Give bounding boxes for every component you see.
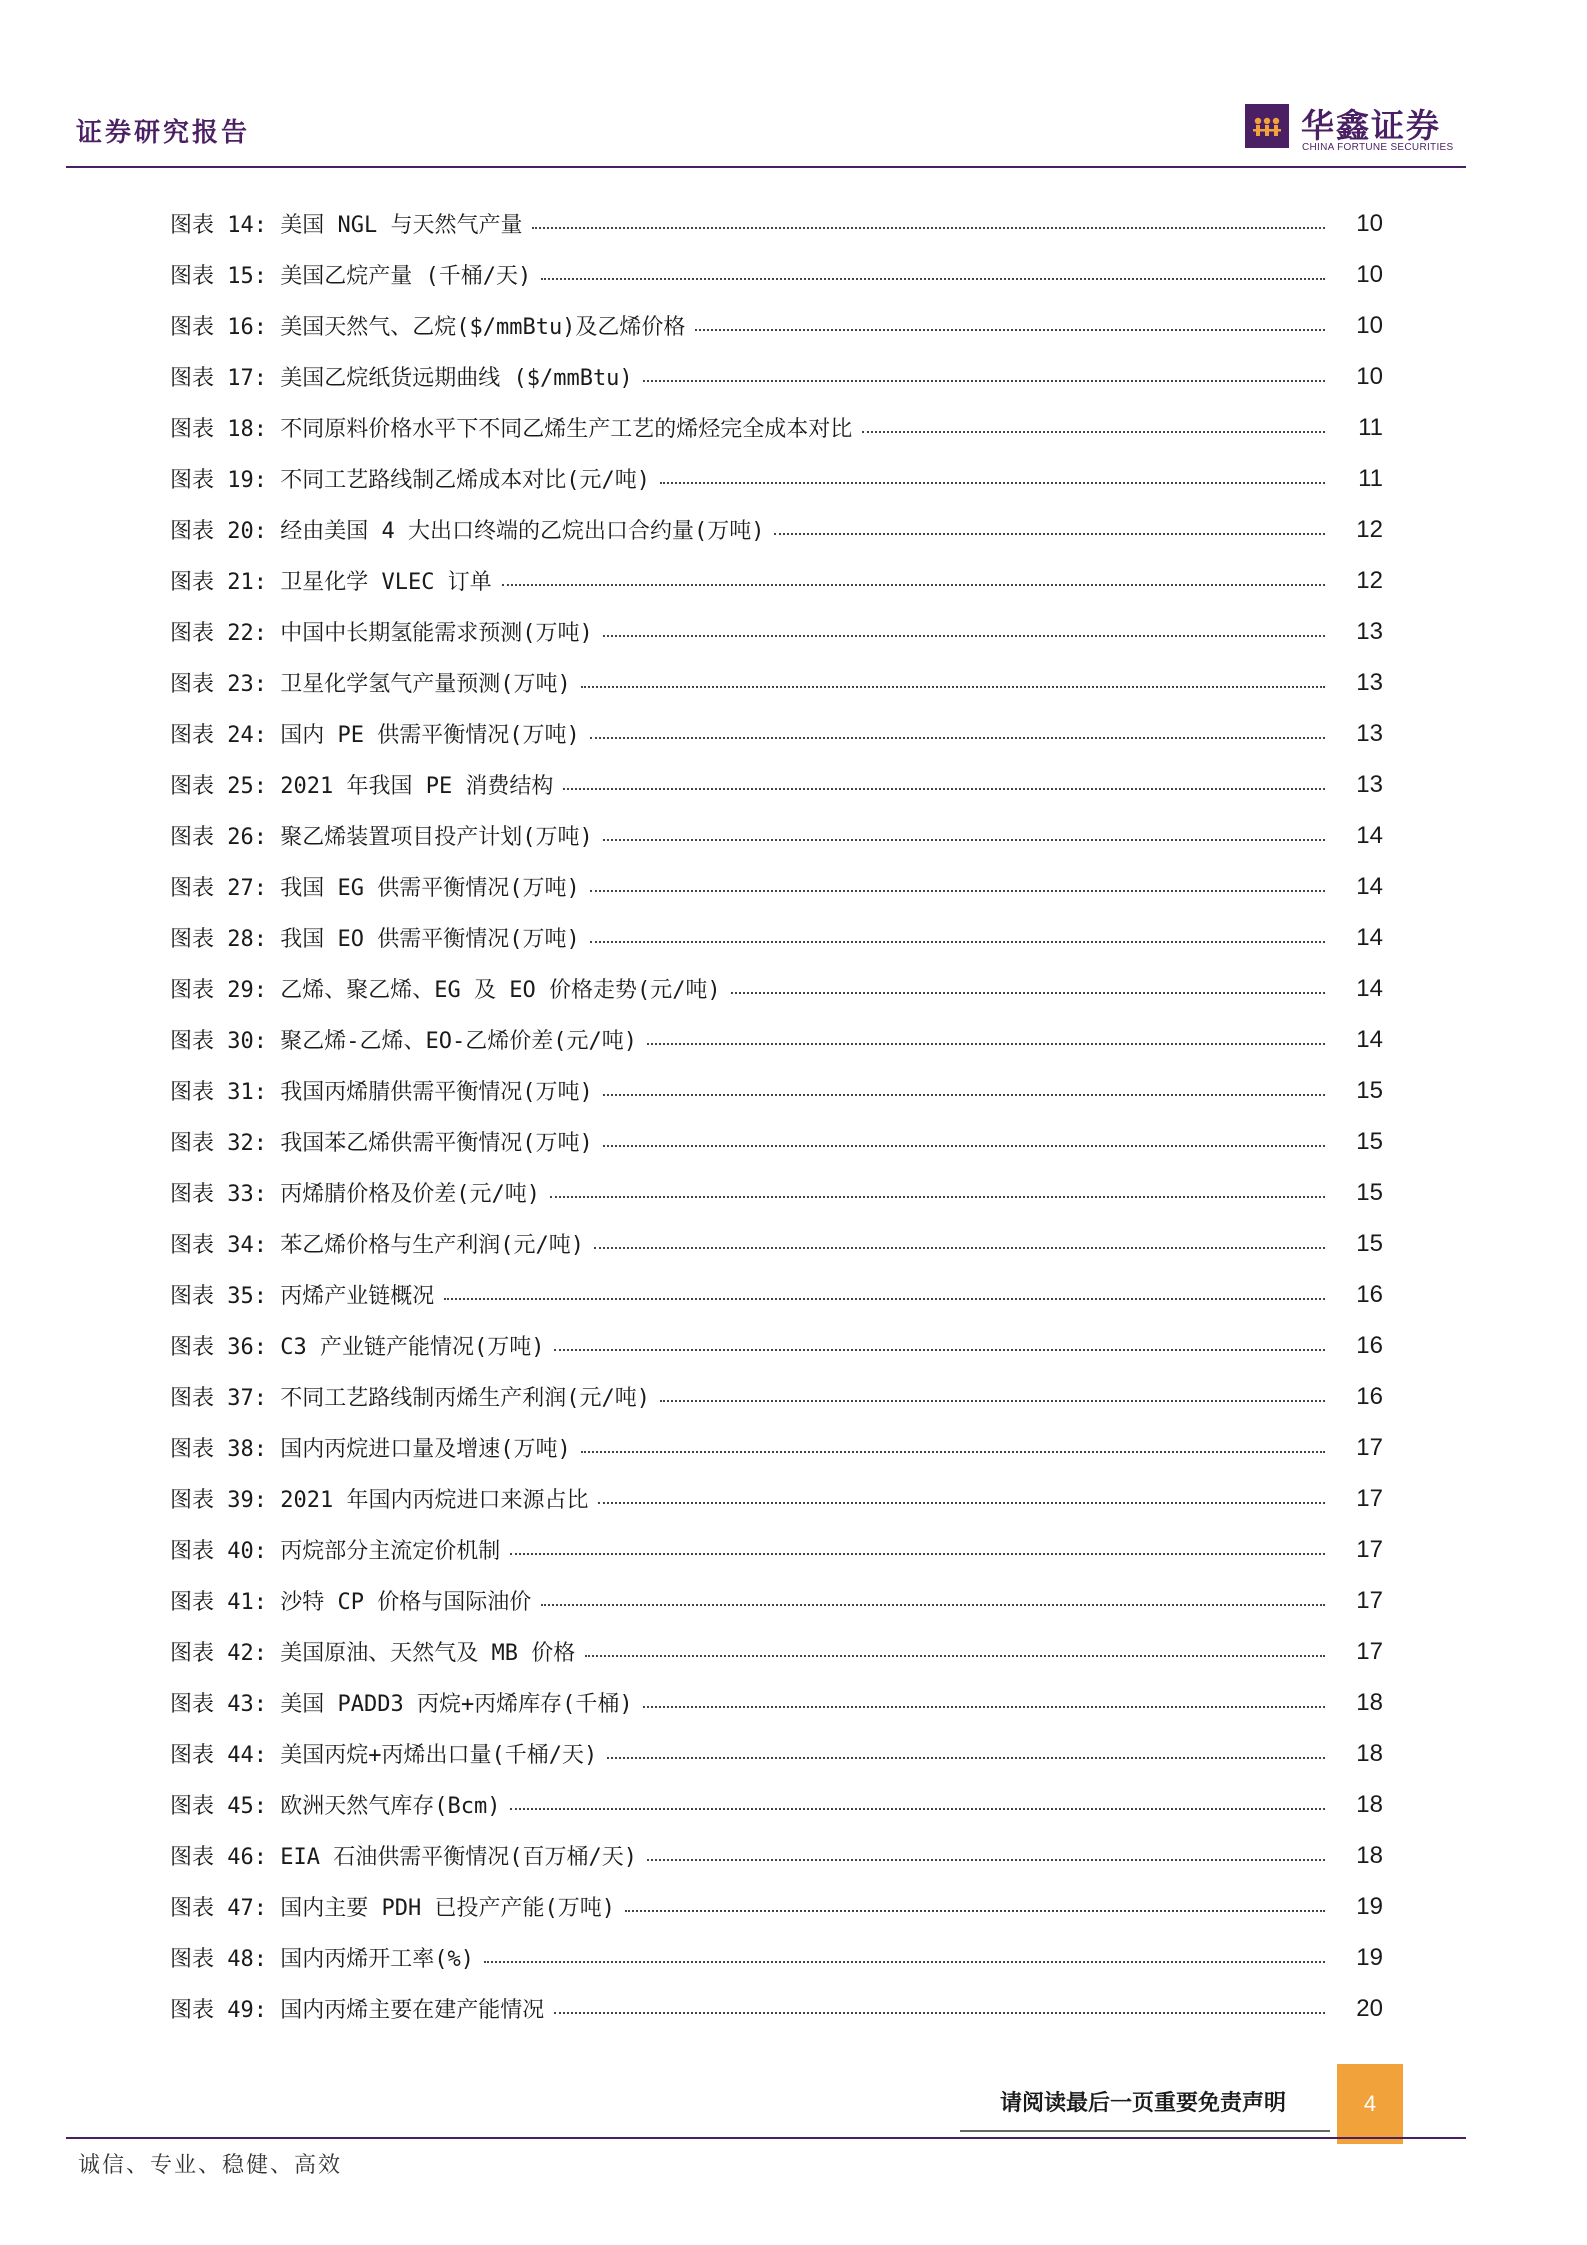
toc-entry[interactable] [170, 708, 1383, 759]
toc-entry-page: 16 [1356, 1382, 1383, 1410]
toc-entry-page: 10 [1356, 209, 1383, 237]
toc-entry-page: 18 [1356, 1739, 1383, 1767]
toc-entry-label: 图表 43: 美国 PADD3 丙烷+丙烯库存(千桶) [170, 1692, 633, 1717]
toc-entry-label: 图表 39: 2021 年国内丙烷进口来源占比 [170, 1488, 589, 1513]
toc-dot-leader [774, 533, 1325, 535]
toc-entry-label: 图表 46: EIA 石油供需平衡情况(百万桶/天) [170, 1845, 637, 1870]
toc-dot-leader [695, 329, 1325, 331]
toc-dot-leader [643, 1706, 1325, 1708]
toc-entry-label: 图表 18: 不同原料价格水平下不同乙烯生产工艺的烯烃完全成本对比 [170, 417, 853, 442]
toc-entry-page: 19 [1356, 1892, 1383, 1920]
toc-entry[interactable] [170, 402, 1383, 453]
toc-dot-leader [660, 482, 1325, 484]
toc-entry-label: 图表 26: 聚乙烯装置项目投产计划(万吨) [170, 825, 593, 850]
toc-entry[interactable] [170, 1065, 1383, 1116]
toc-dot-leader [625, 1910, 1325, 1912]
toc-entry[interactable] [170, 1779, 1383, 1830]
toc-dot-leader [532, 227, 1325, 229]
toc-entry-page: 14 [1356, 821, 1383, 849]
toc-dot-leader [554, 1349, 1325, 1351]
toc-entry-page: 16 [1356, 1280, 1383, 1308]
toc-entry[interactable] [170, 198, 1383, 249]
toc-entry-page: 14 [1356, 1025, 1383, 1053]
toc-entry-page: 14 [1356, 923, 1383, 951]
header-divider [66, 166, 1466, 168]
page-number-badge: 4 [1337, 2064, 1403, 2144]
toc-entry-label: 图表 28: 我国 EO 供需平衡情况(万吨) [170, 927, 580, 952]
logo-mark-icon [1245, 104, 1289, 148]
toc-entry[interactable] [170, 1473, 1383, 1524]
toc-dot-leader [502, 584, 1325, 586]
toc-entry-page: 19 [1356, 1943, 1383, 1971]
toc-entry-page: 10 [1356, 311, 1383, 339]
toc-dot-leader [510, 1553, 1325, 1555]
toc-entry[interactable] [170, 1575, 1383, 1626]
toc-entry-page: 13 [1356, 770, 1383, 798]
toc-dot-leader [731, 992, 1325, 994]
toc-entry-page: 16 [1356, 1331, 1383, 1359]
toc-entry-label: 图表 23: 卫星化学氢气产量预测(万吨) [170, 672, 571, 697]
toc-dot-leader [643, 380, 1325, 382]
toc-entry[interactable] [170, 963, 1383, 1014]
toc-dot-leader [541, 1604, 1325, 1606]
toc-entry-label: 图表 37: 不同工艺路线制丙烯生产利润(元/吨) [170, 1386, 650, 1411]
toc-entry-label: 图表 30: 聚乙烯-乙烯、EO-乙烯价差(元/吨) [170, 1029, 637, 1054]
toc-dot-leader [607, 1757, 1325, 1759]
toc-entry[interactable] [170, 1524, 1383, 1575]
toc-entry-page: 11 [1358, 413, 1383, 441]
toc-entry[interactable] [170, 504, 1383, 555]
toc-entry-page: 14 [1356, 974, 1383, 1002]
toc-dot-leader [603, 1145, 1325, 1147]
disclaimer-note: 请阅读最后一页重要免责声明 [1000, 2091, 1287, 2116]
toc-dot-leader [598, 1502, 1325, 1504]
toc-entry-label: 图表 21: 卫星化学 VLEC 订单 [170, 570, 492, 595]
toc-dot-leader [647, 1859, 1325, 1861]
toc-dot-leader [563, 788, 1325, 790]
toc-entry[interactable] [170, 1830, 1383, 1881]
toc-entry-label: 图表 15: 美国乙烷产量 (千桶/天) [170, 264, 532, 289]
toc-entry-page: 13 [1356, 668, 1383, 696]
toc-entry[interactable] [170, 555, 1383, 606]
toc-entry-label: 图表 42: 美国原油、天然气及 MB 价格 [170, 1641, 576, 1666]
toc-entry[interactable] [170, 657, 1383, 708]
toc-entry-label: 图表 34: 苯乙烯价格与生产利润(元/吨) [170, 1233, 584, 1258]
toc-dot-leader [603, 635, 1325, 637]
toc-entry[interactable] [170, 1677, 1383, 1728]
toc-dot-leader [862, 431, 1325, 433]
toc-entry-page: 13 [1356, 719, 1383, 747]
toc-entry-label: 图表 16: 美国天然气、乙烷($/mmBtu)及乙烯价格 [170, 315, 686, 340]
toc-entry[interactable] [170, 1626, 1383, 1677]
toc-entry[interactable] [170, 759, 1383, 810]
toc-entry[interactable] [170, 1371, 1383, 1422]
toc-entry[interactable] [170, 249, 1383, 300]
toc-dot-leader [581, 686, 1325, 688]
toc-entry-page: 12 [1356, 566, 1383, 594]
toc-entry[interactable] [170, 1116, 1383, 1167]
toc-entry[interactable] [170, 1932, 1383, 1983]
toc-entry-label: 图表 14: 美国 NGL 与天然气产量 [170, 213, 523, 238]
toc-dot-leader [444, 1298, 1325, 1300]
toc-entry-page: 15 [1356, 1178, 1383, 1206]
toc-entry[interactable] [170, 1422, 1383, 1473]
toc-dot-leader [510, 1808, 1325, 1810]
toc-entry-label: 图表 45: 欧洲天然气库存(Bcm) [170, 1794, 501, 1819]
toc-dot-leader [660, 1400, 1325, 1402]
toc-dot-leader [590, 890, 1325, 892]
toc-entry-page: 15 [1356, 1229, 1383, 1257]
toc-entry[interactable] [170, 1014, 1383, 1065]
toc-dot-leader [590, 941, 1325, 943]
toc-entry-page: 13 [1356, 617, 1383, 645]
toc-entry[interactable] [170, 606, 1383, 657]
toc-entry-page: 10 [1356, 260, 1383, 288]
toc-entry-label: 图表 47: 国内主要 PDH 已投产产能(万吨) [170, 1896, 615, 1921]
toc-dot-leader [647, 1043, 1325, 1045]
toc-entry-label: 图表 25: 2021 年我国 PE 消费结构 [170, 774, 554, 799]
toc-dot-leader [603, 839, 1325, 841]
disclaimer-underline [960, 2130, 1330, 2132]
toc-entry[interactable] [170, 1269, 1383, 1320]
toc-entry-label: 图表 35: 丙烯产业链概况 [170, 1284, 435, 1309]
toc-entry-page: 17 [1356, 1484, 1383, 1512]
toc-entry-label: 图表 36: C3 产业链产能情况(万吨) [170, 1335, 545, 1360]
toc-entry-label: 图表 33: 丙烯腈价格及价差(元/吨) [170, 1182, 540, 1207]
toc-entry-page: 11 [1358, 464, 1383, 492]
figure-index-list [170, 198, 1383, 2034]
toc-entry-page: 12 [1356, 515, 1383, 543]
toc-dot-leader [550, 1196, 1325, 1198]
toc-entry-page: 20 [1356, 1994, 1383, 2022]
toc-entry-label: 图表 41: 沙特 CP 价格与国际油价 [170, 1590, 532, 1615]
toc-entry[interactable] [170, 1728, 1383, 1779]
company-logo [1245, 100, 1465, 156]
toc-entry[interactable] [170, 1218, 1383, 1269]
toc-entry[interactable] [170, 1167, 1383, 1218]
toc-entry-page: 17 [1356, 1535, 1383, 1563]
company-slogan: 诚信、专业、稳健、高效 [78, 2153, 343, 2178]
toc-entry-label: 图表 17: 美国乙烷纸货远期曲线 ($/mmBtu) [170, 366, 633, 391]
toc-dot-leader [594, 1247, 1325, 1249]
toc-dot-leader [541, 278, 1325, 280]
toc-entry-page: 15 [1356, 1076, 1383, 1104]
toc-dot-leader [585, 1655, 1325, 1657]
toc-dot-leader [603, 1094, 1325, 1096]
toc-entry[interactable] [170, 453, 1383, 504]
toc-entry-label: 图表 22: 中国中长期氢能需求预测(万吨) [170, 621, 593, 646]
toc-entry[interactable] [170, 300, 1383, 351]
toc-entry-label: 图表 48: 国内丙烯开工率(%) [170, 1947, 474, 1972]
toc-entry-page: 18 [1356, 1688, 1383, 1716]
toc-dot-leader [581, 1451, 1325, 1453]
toc-entry-label: 图表 29: 乙烯、聚乙烯、EG 及 EO 价格走势(元/吨) [170, 978, 721, 1003]
toc-entry-page: 14 [1356, 872, 1383, 900]
toc-entry[interactable] [170, 1881, 1383, 1932]
toc-entry-label: 图表 44: 美国丙烷+丙烯出口量(千桶/天) [170, 1743, 598, 1768]
toc-entry-page: 18 [1356, 1841, 1383, 1869]
logo-name-en: CHINA FORTUNE SECURITIES [1302, 142, 1454, 153]
toc-entry-label: 图表 31: 我国丙烯腈供需平衡情况(万吨) [170, 1080, 593, 1105]
toc-entry-label: 图表 20: 经由美国 4 大出口终端的乙烷出口合约量(万吨) [170, 519, 765, 544]
toc-entry-page: 10 [1356, 362, 1383, 390]
footer-divider [66, 2137, 1466, 2139]
toc-entry-label: 图表 32: 我国苯乙烯供需平衡情况(万吨) [170, 1131, 593, 1156]
toc-dot-leader [590, 737, 1325, 739]
toc-entry-label: 图表 27: 我国 EG 供需平衡情况(万吨) [170, 876, 580, 901]
toc-entry-page: 17 [1356, 1433, 1383, 1461]
toc-entry[interactable] [170, 861, 1383, 912]
toc-entry-page: 17 [1356, 1637, 1383, 1665]
logo-name-cn: 华鑫证券 [1301, 106, 1441, 145]
toc-entry-label: 图表 38: 国内丙烷进口量及增速(万吨) [170, 1437, 571, 1462]
toc-entry-page: 18 [1356, 1790, 1383, 1818]
toc-entry[interactable] [170, 1983, 1383, 2034]
toc-entry[interactable] [170, 351, 1383, 402]
toc-entry-page: 17 [1356, 1586, 1383, 1614]
toc-entry[interactable] [170, 810, 1383, 861]
toc-entry-page: 15 [1356, 1127, 1383, 1155]
toc-entry[interactable] [170, 912, 1383, 963]
toc-entry-label: 图表 19: 不同工艺路线制乙烯成本对比(元/吨) [170, 468, 650, 493]
report-type-title: 证券研究报告 [76, 118, 251, 148]
toc-dot-leader [554, 2012, 1325, 2014]
toc-entry-label: 图表 49: 国内丙烯主要在建产能情况 [170, 1998, 545, 2023]
toc-dot-leader [484, 1961, 1325, 1963]
toc-entry[interactable] [170, 1320, 1383, 1371]
toc-entry-label: 图表 40: 丙烷部分主流定价机制 [170, 1539, 501, 1564]
toc-entry-label: 图表 24: 国内 PE 供需平衡情况(万吨) [170, 723, 580, 748]
